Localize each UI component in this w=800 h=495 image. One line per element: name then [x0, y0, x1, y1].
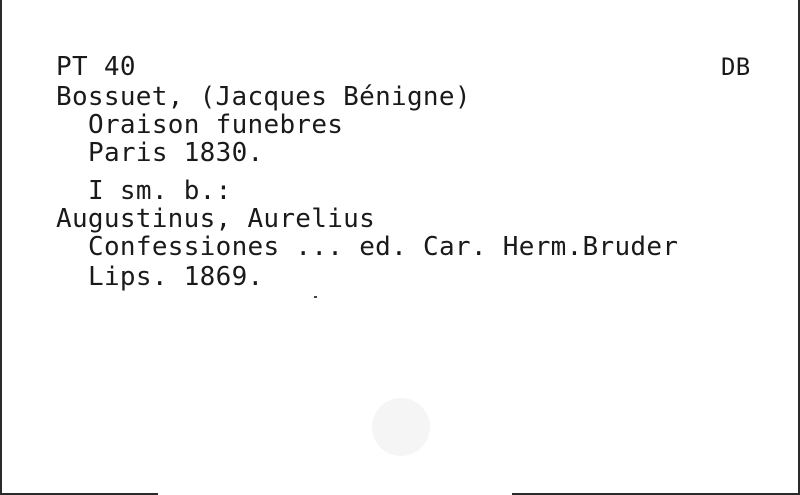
card-border-left — [0, 0, 2, 495]
ink-speck — [314, 296, 317, 298]
added-entry-title: Confessiones ... ed. Car. Herm.Bruder — [88, 232, 679, 262]
paper-smudge — [372, 398, 430, 456]
main-entry-author: Bossuet, (Jacques Bénigne) — [56, 82, 471, 112]
added-entry-imprint: Lips. 1869. — [88, 262, 264, 292]
main-entry-imprint: Paris 1830. — [88, 138, 264, 168]
main-entry-title: Oraison funebres — [88, 110, 344, 140]
bound-with-note: I sm. b.: — [88, 176, 232, 206]
added-entry-author: Augustinus, Aurelius — [56, 204, 376, 234]
catalog-marker: DB — [721, 53, 751, 81]
call-number: PT 40 — [56, 52, 136, 82]
